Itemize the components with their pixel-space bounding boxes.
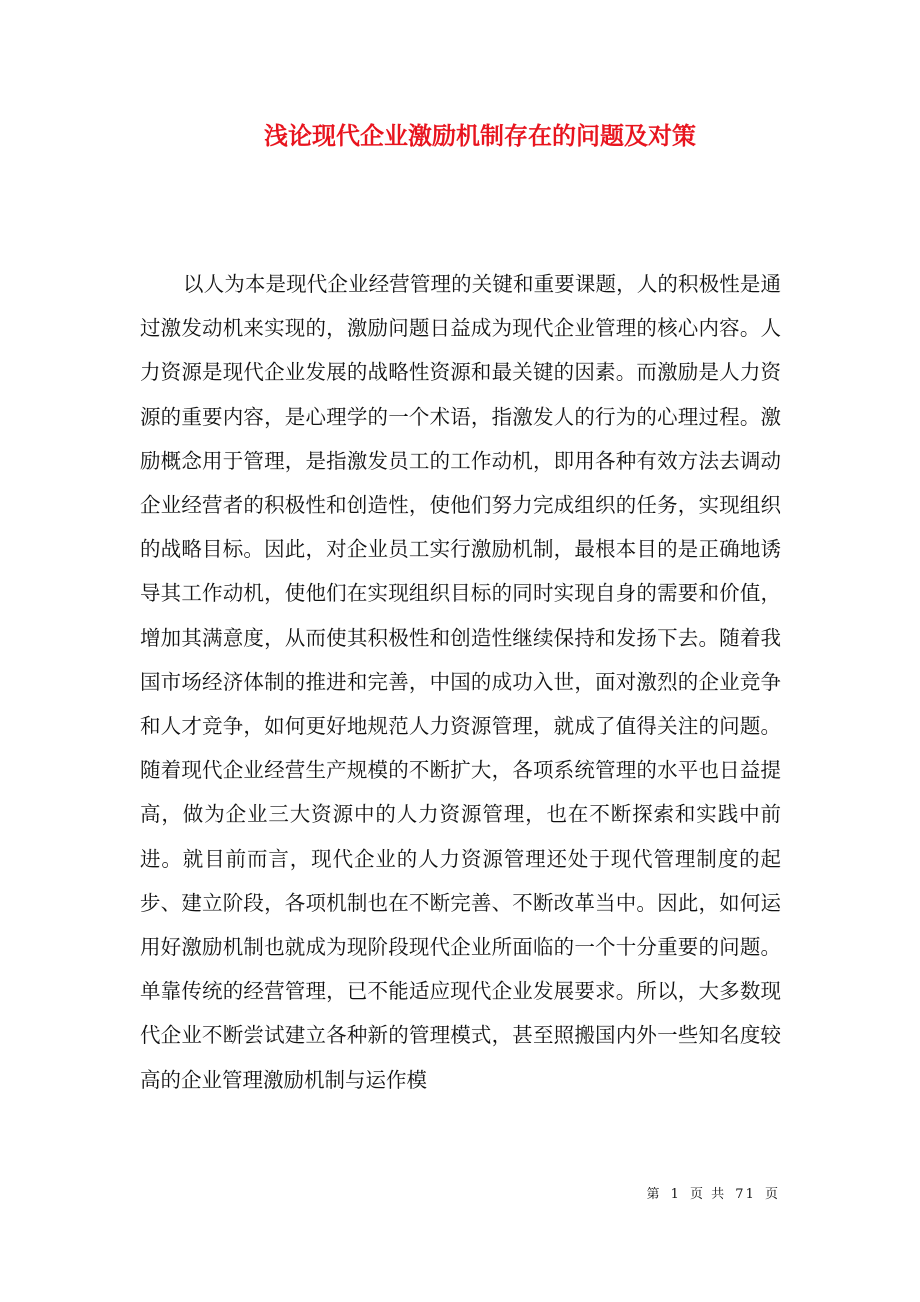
footer-suffix: 页 xyxy=(764,1187,780,1202)
footer-prefix: 第 xyxy=(646,1187,662,1202)
body-paragraph: 以人为本是现代企业经营管理的关键和重要课题，人的积极性是通过激发动机来实现的，激励问题日益成为现代企业管理的核心内容。人力资源是现代企业发展的战略性资源和最关键的因素。而激励是人力资源的重要内容，是心理学的一个术语，指激发人的行为的心理过程。激励概念用于管理，是指激发员工的工作动机，即用各种有效方法去调动企业经营者的积极性和创造性，使他们努力完成组织的任务，实现组织的战略目标。因此，对企业员工实行激励机制，最根本目的是正确地诱导其工作动机，使他们在实现组织目标的同时实现自身的需要和价值，增加其满意度，从而使其积极性和创造性继续保持和发扬下去。随着我国市场经济体制的推进和完善，中国的成功入世，面对激烈的企业竞争和人才竞争，如何更好地规范人力资源管理，就成了值得关注的问题。随着现代企业经营生产规模的不断扩大，各项系统管理的水平也日益提高，做为企业三大资源中的人力资源管理，也在不断探索和实践中前进。就目前而言，现代企业的人力资源管理还处于现代管理制度的起步、建立阶段，各项机制也在不断完善、不断改革当中。因此，如何运用好激励机制也就成为现阶段现代企业所面临的一个十分重要的问题。单靠传统的经营管理，已不能适应现代企业发展要求。所以，大多数现代企业不断尝试建立各种新的管理模式，甚至照搬国内外一些知名度较高的企业管理激励机制与运作模 xyxy=(140,272,781,1092)
document-title: 浅论现代企业激励机制存在的问题及对策 xyxy=(264,121,696,150)
page-footer xyxy=(646,1186,780,1204)
page-number: 1 xyxy=(670,1187,681,1202)
footer-middle: 页 共 xyxy=(690,1187,727,1202)
total-pages: 71 xyxy=(735,1187,756,1202)
